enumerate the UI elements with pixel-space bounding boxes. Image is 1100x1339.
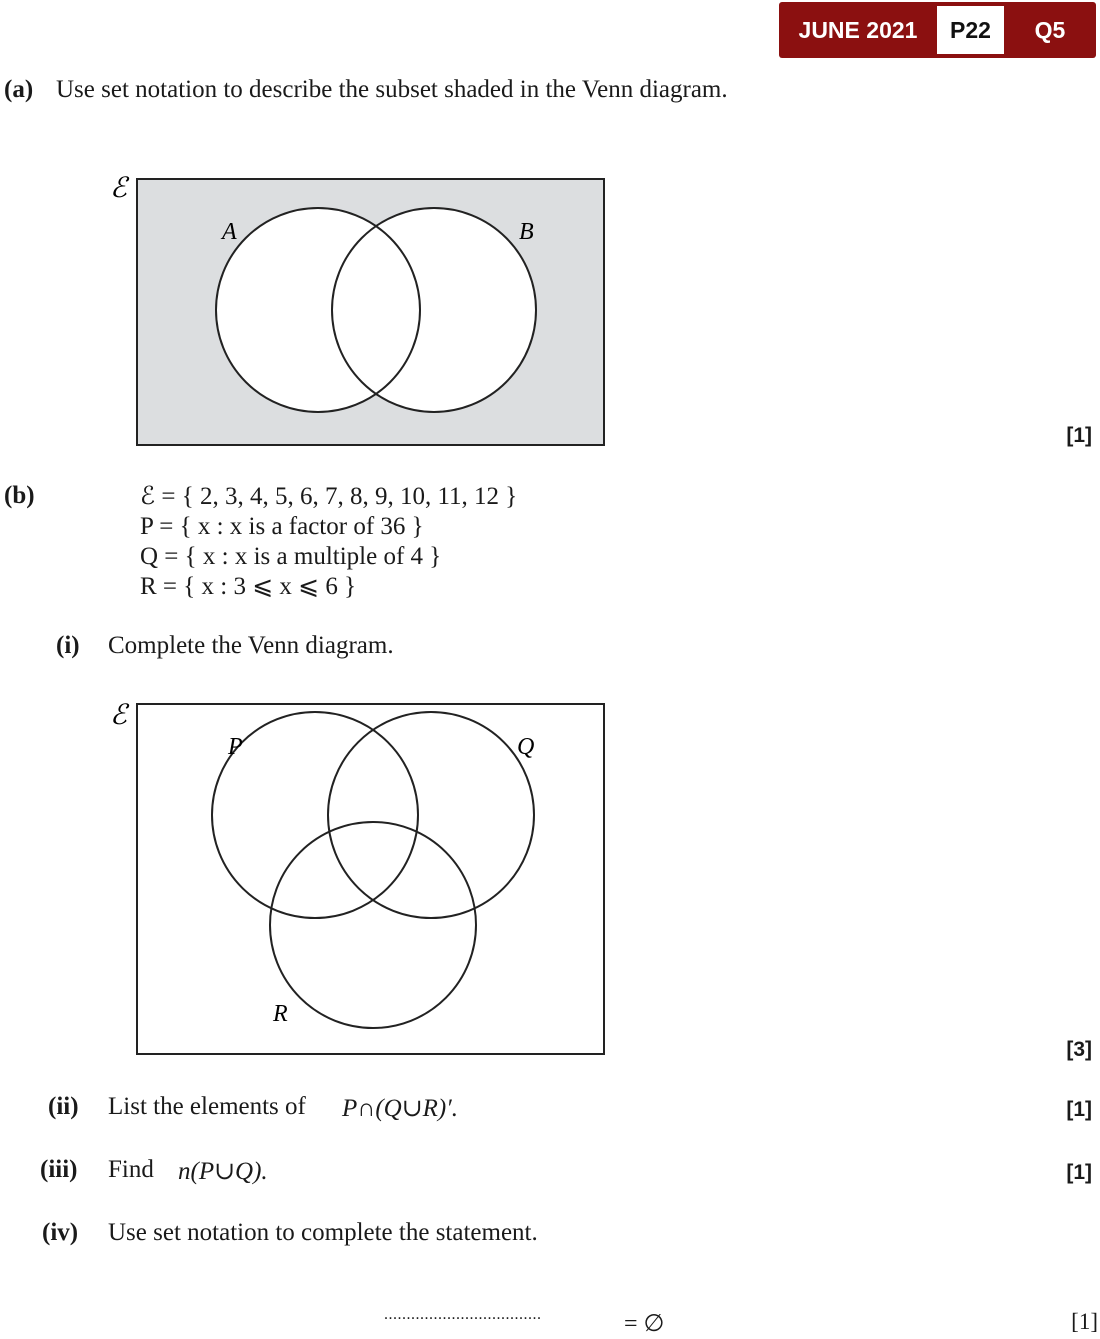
set-p-definition: P = { x : x is a factor of 36 } — [140, 513, 424, 540]
part-b-i-instruction: Complete the Venn diagram. — [108, 632, 394, 659]
universal-set-definition: ℰ = { 2, 3, 4, 5, 6, 7, 8, 9, 10, 11, 12 } — [140, 483, 518, 510]
mark-b-iv: [1] — [1071, 1309, 1098, 1334]
set-q-definition: Q = { x : x is a multiple of 4 } — [140, 543, 442, 570]
mark-a: [1] — [1066, 424, 1092, 447]
part-b-iii-label: (iii) — [40, 1156, 78, 1183]
set-b-fill — [332, 208, 536, 412]
question-number: Q5 — [1034, 17, 1066, 43]
mark-b-iii: [1] — [1066, 1161, 1092, 1184]
answer-line[interactable]: ................................... — [384, 1306, 542, 1323]
empty-set-equation: = ∅ — [624, 1311, 665, 1337]
set-a-label: A — [222, 219, 237, 245]
venn-diagram-b — [100, 690, 620, 1062]
paper-code: P22 — [937, 6, 1004, 54]
part-b-label: (b) — [4, 482, 35, 509]
part-b-iii-expression: n(P∪Q). — [178, 1158, 268, 1185]
part-b-i-label: (i) — [56, 632, 80, 659]
universal-symbol-a: ℰ — [110, 173, 127, 204]
universal-symbol-b: ℰ — [110, 700, 127, 731]
part-b-ii-instruction: List the elements of — [108, 1093, 306, 1120]
mark-b-ii: [1] — [1066, 1098, 1092, 1121]
set-r-definition: R = { x : 3 ⩽ x ⩽ 6 } — [140, 573, 357, 600]
part-b-iv-instruction: Use set notation to complete the statement. — [108, 1219, 538, 1246]
set-q-label: Q — [517, 734, 535, 760]
venn-diagram-a — [100, 165, 620, 455]
mark-b-i: [3] — [1066, 1038, 1092, 1061]
set-p-label: P — [228, 734, 243, 760]
part-b-iii-instruction: Find — [108, 1156, 154, 1183]
part-b-iv-label: (iv) — [42, 1219, 79, 1246]
part-a-instruction: Use set notation to describe the subset shaded in the Venn diagram. — [56, 76, 728, 103]
set-b-label: B — [519, 219, 534, 245]
set-r-label: R — [273, 1001, 288, 1027]
part-a-label: (a) — [4, 76, 34, 103]
exam-date: JUNE 2021 — [798, 17, 918, 43]
part-b-ii-expression: P∩(Q∪R)′. — [342, 1095, 458, 1122]
part-b-ii-label: (ii) — [48, 1093, 79, 1120]
